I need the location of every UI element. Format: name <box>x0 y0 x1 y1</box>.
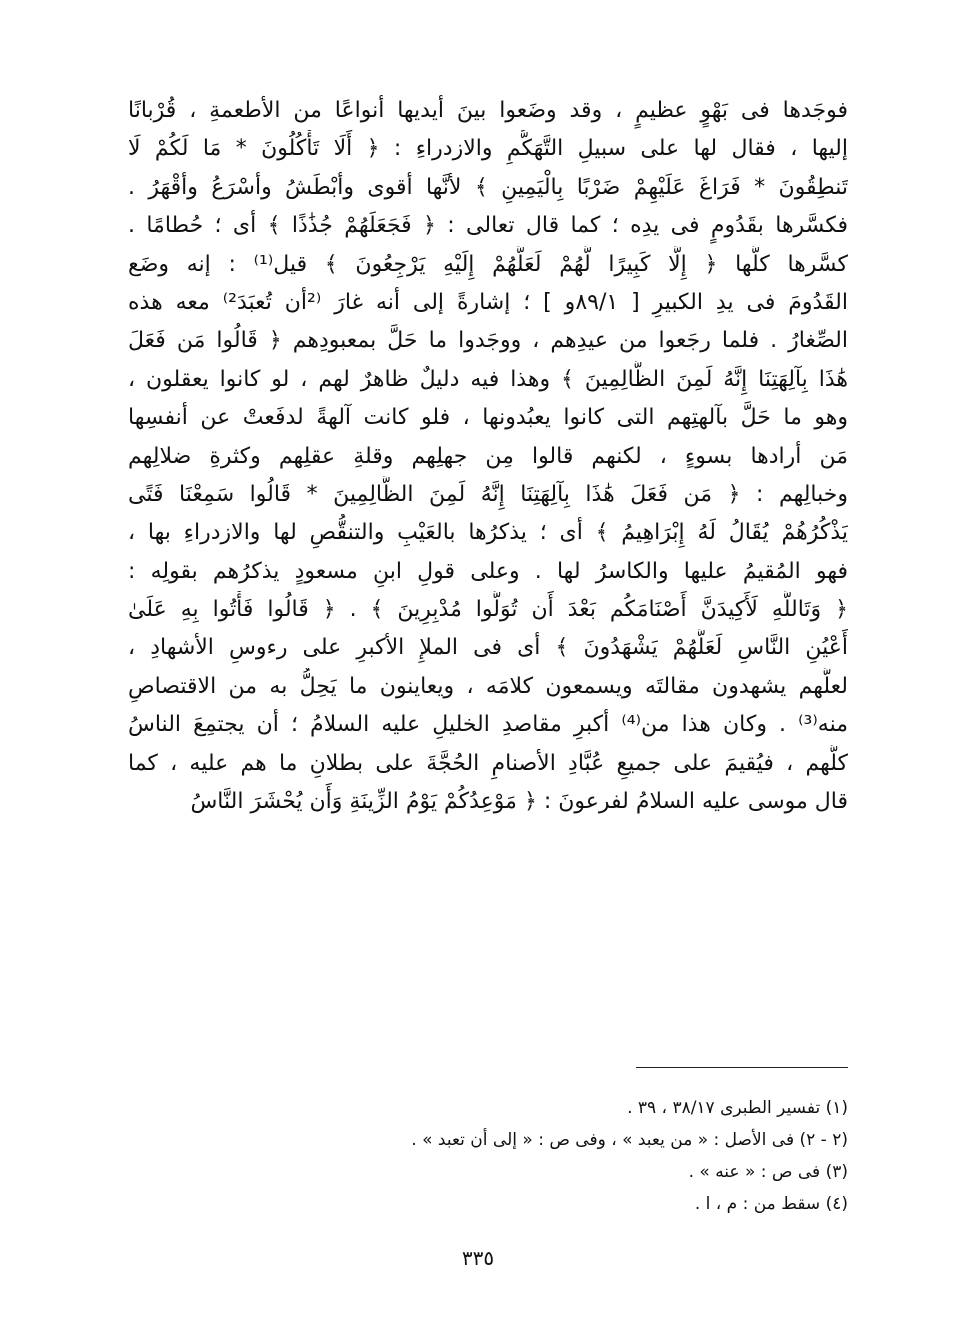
text-line: ﴿ وَتَاللَّهِ لَأَكِيدَنَّ أَصْنَامَكُم بَعْدَ أَن تُوَلُّوا مُدْبِرِينَ ﴾ . ﴿ قَالُوا فَأْتُوا بِهِ عَلَىٰ <box>128 597 848 623</box>
text-line: مَن أرادها بسوءٍ ، لكنهم قالوا مِن جهلِهم وقلةِ عقلِهم وكثرةِ ضلالِهم <box>128 443 848 469</box>
page-number: ٣٣٥ <box>461 1246 495 1270</box>
text-line: فهو المُقيمُ عليها والكاسرُ لها . وعلى قولِ ابنِ مسعودٍ يذكرُهم بقولِه : <box>128 558 848 584</box>
text-line: أَعْيُنِ النَّاسِ لَعَلَّهُمْ يَشْهَدُونَ ﴾ أى فى الملإِ الأكبرِ على رءوسِ الأشهادِ ، <box>128 635 848 661</box>
text-line: القَدُومَ فى يدِ الكبيرِ [ ٨٩/١و ] ؛ إشارةً إلى أنه غارَ ⁽²أن تُعبَدَ²⁾ معه هذه <box>128 289 848 315</box>
text-line: هَٰذَا بِآلِهَتِنَا إِنَّهُ لَمِنَ الظَّالِمِينَ ﴾ وهذا فيه دليلٌ ظاهرٌ لهم ، لو كانوا يعقلون ، <box>128 366 848 392</box>
text-line: الصِّغارُ . فلما رجَعوا من عيدِهم ، ووجَدوا ما حَلَّ بمعبودِهم ﴿ قَالُوا مَن فَعَلَ <box>128 328 848 354</box>
footnote: (٢ - ٢) فى الأصل : « من يعبد » ، وفى ص : « إلى أن تعبد » . <box>411 1130 848 1150</box>
footnotes <box>128 1092 848 1220</box>
text-line: فكسَّرها بقَدُومٍ فى يدِه ؛ كما قال تعالى : ﴿ فَجَعَلَهُمْ جُذَٰذًا ﴾ أى ؛ حُطامًا . <box>128 213 848 239</box>
main-text <box>128 92 848 821</box>
text-line: فوجَدها فى بَهْوٍ عظيمٍ ، وقد وضَعوا بينَ أيديها أنواعًا من الأطعمةِ ، قُرْبانًا <box>128 98 848 123</box>
footnote: (١) تفسير الطبرى ٣٨/١٧ ، ٣٩ . <box>627 1098 848 1118</box>
text-line: يَذْكُرُهُمْ يُقَالُ لَهُ إِبْرَاهِيمُ ﴾ أى ؛ يذكرُها بالعَيْبِ والتنقُّصِ لها والازدراءِ بها ، <box>128 520 848 546</box>
text-line: كسَّرها كلَّها ﴿ إِلَّا كَبِيرًا لَّهُمْ لَعَلَّهُمْ إِلَيْهِ يَرْجِعُونَ ﴾ قيل⁽¹⁾ : إنه وضَع <box>128 251 848 277</box>
text-line: قال موسى عليه السلامُ لفرعونَ : ﴿ مَوْعِدُكُمْ يَوْمُ الزِّينَةِ وَأَن يُحْشَرَ النَّاسُ <box>190 789 848 815</box>
footnote: (٤) سقط من : م ، ا . <box>694 1194 848 1214</box>
text-line: وخبالِهم : ﴿ مَن فَعَلَ هَٰذَا بِآلِهَتِنَا إِنَّهُ لَمِنَ الظَّالِمِينَ * قَالُوا سَمِعْنَا فَتًى <box>128 481 848 507</box>
footnote-separator <box>636 1067 848 1068</box>
text-line: لعلَّهم يشهدون مقالتَه ويسمعون كلامَه ، ويعاينون ما يَحِلُّ به من الاقتصاصِ <box>128 673 848 699</box>
footnote: (٣) فى ص : « عنه » . <box>688 1162 848 1182</box>
text-line: وهو ما حَلَّ بآلهتِهم التى كانوا يعبُدونها ، فلو كانت آلهةً لدفَعتْ عن أنفسِها <box>128 405 848 431</box>
text-line: كلُّهم ، فيُقيمَ على جميعِ عُبَّادِ الأصنامِ الحُجَّةَ على بطلانِ ما هم عليه ، كما <box>128 750 848 776</box>
text-line: تَنطِقُونَ * فَرَاغَ عَلَيْهِمْ ضَرْبًا بِالْيَمِينِ ﴾ لأنَّها أقوى وأبْطَشُ وأسْرَعُ وأقْهَرُ . <box>128 174 848 200</box>
text-line: إليها ، فقال لها على سبيلِ التَّهَكُّمِ والازدراءِ : ﴿ أَلَا تَأْكُلُونَ * مَا لَكُمْ لَا <box>128 136 848 162</box>
text-line: منه⁽³⁾ . وكان هذا من⁽⁴⁾ أكبرِ مقاصدِ الخليلِ عليه السلامُ ؛ أن يجتمِعَ الناسُ <box>128 712 848 738</box>
